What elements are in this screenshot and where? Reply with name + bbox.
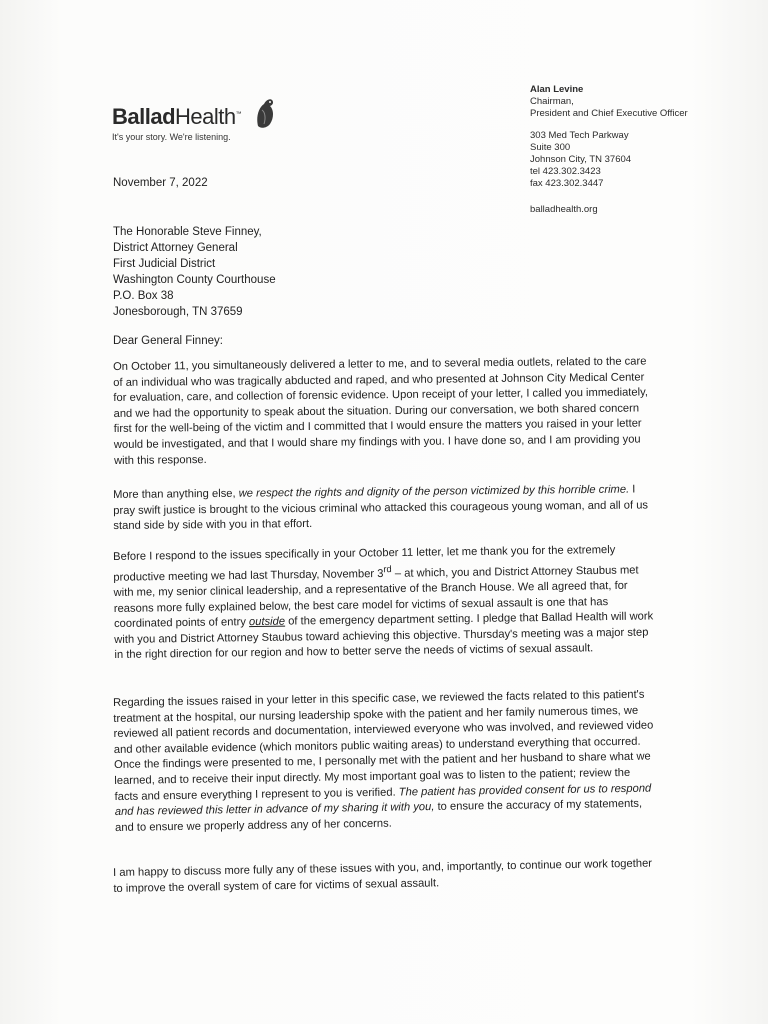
letter-date: November 7, 2022 bbox=[113, 177, 208, 189]
logo-bold-text: Ballad bbox=[112, 104, 176, 129]
bird-logo-icon bbox=[252, 96, 278, 130]
paragraph-4 bbox=[113, 688, 655, 837]
sender-block bbox=[530, 84, 750, 216]
recipient-line-5: P.O. Box 38 bbox=[113, 290, 174, 302]
recipient-line-6: Jonesborough, TN 37659 bbox=[113, 306, 243, 318]
recipient-address bbox=[113, 224, 276, 320]
recipient-line-1: The Honorable Steve Finney, bbox=[113, 226, 262, 238]
recipient-line-2: District Attorney General bbox=[113, 242, 238, 254]
paragraph-2-text-a: More than anything else, bbox=[113, 487, 239, 501]
paragraph-3 bbox=[113, 542, 655, 663]
paragraph-5: I am happy to discuss more fully any of these issues with you, and, importantly, to continue our work together to improve the overall system of care for victims of sexual assault. bbox=[113, 857, 653, 895]
logo-tagline: It's your story. We're listening. bbox=[112, 132, 231, 142]
logo-wordmark bbox=[112, 104, 241, 130]
salutation: Dear General Finney: bbox=[113, 335, 223, 347]
sender-address-1: 303 Med Tech Parkway bbox=[530, 130, 629, 141]
recipient-line-4: Washington County Courthouse bbox=[113, 274, 276, 286]
sender-tel: tel 423.302.3423 bbox=[530, 166, 601, 177]
paragraph-3-underline: outside bbox=[248, 615, 286, 629]
sender-title-2: President and Chief Executive Officer bbox=[530, 108, 688, 119]
sender-fax: fax 423.302.3447 bbox=[530, 178, 604, 189]
paragraph-3-superscript: rd bbox=[383, 563, 392, 574]
sender-address-3: Johnson City, TN 37604 bbox=[530, 154, 632, 165]
logo-trademark: ™ bbox=[235, 111, 242, 118]
sender-website: balladhealth.org bbox=[530, 204, 598, 215]
paragraph-3-text-c: of the emergency department setting. I pledge that Ballad Health will work with you and District Attorney Staubus toward achieving this objective. Thursday's meeting was a major step in the right direction for our region and how to better serve the needs of victims of sexual assault. bbox=[114, 610, 654, 662]
sender-name: Alan Levine bbox=[530, 84, 584, 95]
sender-title-1: Chairman, bbox=[530, 96, 574, 107]
paragraph-3-text-a: Before I respond to the issues specifically in your October 11 letter, let me thank you for the extremely productive meeting we had last Thursday, November 3 bbox=[113, 543, 616, 584]
paragraph-2-text-b: I pray swift justice is brought to the vicious criminal who attacked this courageous young woman, and all of us stand side by side with you in that effort. bbox=[113, 483, 649, 533]
paragraph-2 bbox=[113, 482, 653, 534]
paragraph-1: On October 11, you simultaneously delivered a letter to me, and to several media outlets, related to the care of an individual who was tragically abducted and raped, and who presented at Johnson City Medical Center for evaluation, care, and collection of forensic evidence. Upon receipt of your letter, I called you immediately, and we had the opportunity to speak about the situation. During our conversation, we both shared concern first for the well-being of the victim and I committed that I would ensure the matters you raised in your letter would be investigated, and that I would share my findings with you. I have done so, and I am providing you with this response. bbox=[113, 355, 649, 467]
recipient-line-3: First Judicial District bbox=[113, 258, 216, 270]
paragraph-4-text-a: Regarding the issues raised in your letter in this specific case, we reviewed the facts related to this patient's treatment at the hospital, our nursing leadership spoke with the patient and her family numerous times, we reviewed all patient records and documentation, interviewed everyone who was involved, and reviewed video and other available evidence (which monitors public waiting areas) to understand everything that occurred. Once the findings were presented to me, I personally met with the patient and her husband to share what we learned, and to receive their input directly. My most important goal was to listen to the patient; review the facts and ensure everything I represent to you is verified. bbox=[113, 688, 654, 803]
logo-regular-text: Health bbox=[175, 104, 236, 129]
paragraph-4-emphasis: The patient has provided consent for us to respond and has reviewed this letter in advance of my sharing it with you, bbox=[114, 782, 652, 819]
sender-address-2: Suite 300 bbox=[530, 142, 571, 153]
paragraph-2-emphasis: we respect the rights and dignity of the person victimized by this horrible crime. bbox=[238, 483, 630, 500]
paragraph-4-text-b: to ensure the accuracy of my statements, and to ensure we properly address any of her concerns. bbox=[114, 797, 643, 834]
paragraph-3-text-b: – at which, you and District Attorney Staubus met with me, my senior clinical leadership, and a representative of the Branch House. We all agreed that, for reasons more fully explained below, the best care model for victims of sexual assault is one that has coordinated points of entry bbox=[113, 563, 639, 631]
